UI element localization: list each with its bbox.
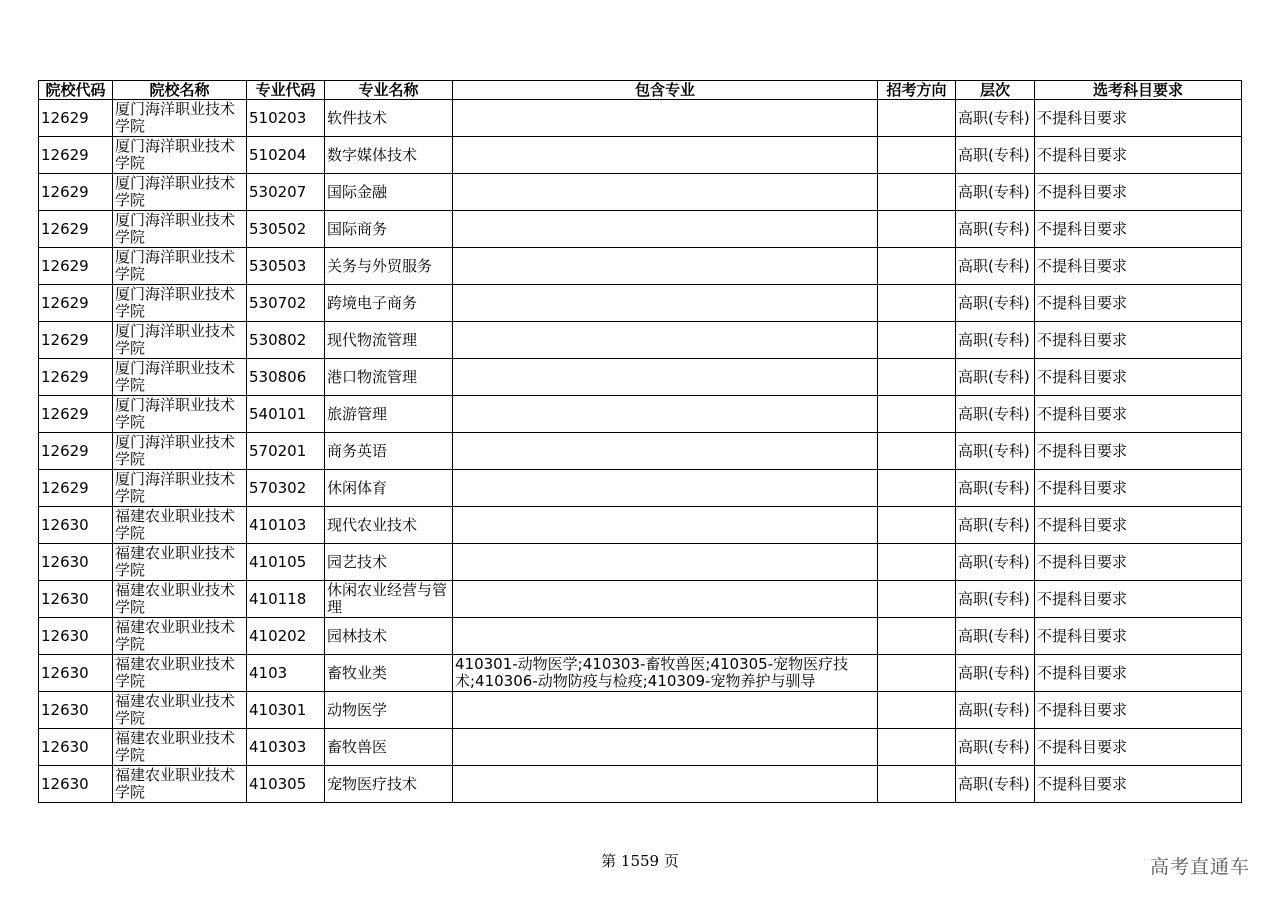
cell-level: 高职(专科) [956, 692, 1035, 729]
cell-subject-requirement: 不提科目要求 [1035, 100, 1242, 137]
header-school-code: 院校代码 [39, 81, 113, 100]
cell-major-code: 530503 [247, 248, 325, 285]
cell-school-name: 福建农业职业技术学院 [113, 618, 247, 655]
cell-school-code: 12629 [39, 137, 113, 174]
cell-subject-requirement: 不提科目要求 [1035, 544, 1242, 581]
cell-level: 高职(专科) [956, 470, 1035, 507]
cell-direction [878, 174, 956, 211]
cell-direction [878, 322, 956, 359]
cell-level: 高职(专科) [956, 507, 1035, 544]
cell-major-code: 530207 [247, 174, 325, 211]
table-row [39, 285, 1242, 322]
cell-school-code: 12629 [39, 433, 113, 470]
table-row [39, 211, 1242, 248]
header-level: 层次 [956, 81, 1035, 100]
cell-level: 高职(专科) [956, 322, 1035, 359]
cell-major-name: 软件技术 [325, 100, 453, 137]
cell-included-majors [453, 248, 878, 285]
cell-school-name: 福建农业职业技术学院 [113, 544, 247, 581]
cell-major-name: 跨境电子商务 [325, 285, 453, 322]
cell-included-majors [453, 174, 878, 211]
table-row [39, 618, 1242, 655]
cell-subject-requirement: 不提科目要求 [1035, 507, 1242, 544]
table-row [39, 322, 1242, 359]
cell-level: 高职(专科) [956, 618, 1035, 655]
cell-subject-requirement: 不提科目要求 [1035, 285, 1242, 322]
cell-major-code: 410305 [247, 766, 325, 803]
table-row [39, 507, 1242, 544]
header-major-name: 专业名称 [325, 81, 453, 100]
cell-level: 高职(专科) [956, 729, 1035, 766]
cell-school-code: 12629 [39, 285, 113, 322]
cell-school-code: 12630 [39, 581, 113, 618]
header-school-name: 院校名称 [113, 81, 247, 100]
cell-direction [878, 285, 956, 322]
cell-direction [878, 729, 956, 766]
cell-included-majors [453, 359, 878, 396]
table-row [39, 655, 1242, 692]
cell-subject-requirement: 不提科目要求 [1035, 692, 1242, 729]
cell-school-name: 厦门海洋职业技术学院 [113, 396, 247, 433]
header-row [39, 81, 1242, 100]
cell-major-name: 畜牧兽医 [325, 729, 453, 766]
cell-level: 高职(专科) [956, 174, 1035, 211]
cell-major-name: 现代物流管理 [325, 322, 453, 359]
table-row [39, 137, 1242, 174]
cell-school-name: 厦门海洋职业技术学院 [113, 359, 247, 396]
cell-subject-requirement: 不提科目要求 [1035, 470, 1242, 507]
cell-major-code: 410118 [247, 581, 325, 618]
table-row [39, 581, 1242, 618]
cell-subject-requirement: 不提科目要求 [1035, 618, 1242, 655]
cell-school-name: 福建农业职业技术学院 [113, 581, 247, 618]
cell-school-name: 厦门海洋职业技术学院 [113, 137, 247, 174]
cell-direction [878, 766, 956, 803]
cell-school-code: 12630 [39, 729, 113, 766]
cell-direction [878, 655, 956, 692]
cell-direction [878, 433, 956, 470]
cell-subject-requirement: 不提科目要求 [1035, 211, 1242, 248]
table-row [39, 766, 1242, 803]
cell-school-name: 厦门海洋职业技术学院 [113, 322, 247, 359]
cell-school-code: 12630 [39, 544, 113, 581]
table-row [39, 729, 1242, 766]
cell-direction [878, 211, 956, 248]
cell-major-code: 530502 [247, 211, 325, 248]
cell-direction [878, 359, 956, 396]
cell-subject-requirement: 不提科目要求 [1035, 766, 1242, 803]
cell-school-code: 12629 [39, 359, 113, 396]
cell-school-name: 厦门海洋职业技术学院 [113, 248, 247, 285]
cell-major-name: 商务英语 [325, 433, 453, 470]
cell-school-name: 福建农业职业技术学院 [113, 507, 247, 544]
cell-level: 高职(专科) [956, 396, 1035, 433]
cell-level: 高职(专科) [956, 655, 1035, 692]
cell-included-majors [453, 692, 878, 729]
cell-school-name: 厦门海洋职业技术学院 [113, 470, 247, 507]
cell-subject-requirement: 不提科目要求 [1035, 359, 1242, 396]
table-row [39, 470, 1242, 507]
cell-included-majors [453, 470, 878, 507]
cell-major-name: 宠物医疗技术 [325, 766, 453, 803]
cell-included-majors [453, 618, 878, 655]
cell-school-name: 厦门海洋职业技术学院 [113, 285, 247, 322]
cell-direction [878, 581, 956, 618]
cell-major-code: 570201 [247, 433, 325, 470]
cell-level: 高职(专科) [956, 766, 1035, 803]
cell-major-name: 港口物流管理 [325, 359, 453, 396]
table-row [39, 248, 1242, 285]
cell-school-code: 12630 [39, 507, 113, 544]
cell-direction [878, 470, 956, 507]
cell-included-majors [453, 285, 878, 322]
cell-subject-requirement: 不提科目要求 [1035, 655, 1242, 692]
cell-major-name: 休闲农业经营与管理 [325, 581, 453, 618]
cell-major-name: 园艺技术 [325, 544, 453, 581]
cell-school-name: 福建农业职业技术学院 [113, 655, 247, 692]
cell-major-code: 410303 [247, 729, 325, 766]
admissions-table [38, 80, 1242, 803]
cell-major-code: 410105 [247, 544, 325, 581]
cell-level: 高职(专科) [956, 285, 1035, 322]
cell-major-name: 现代农业技术 [325, 507, 453, 544]
cell-school-code: 12629 [39, 248, 113, 285]
cell-major-code: 510203 [247, 100, 325, 137]
cell-level: 高职(专科) [956, 248, 1035, 285]
table-body [39, 100, 1242, 803]
cell-major-name: 国际商务 [325, 211, 453, 248]
cell-major-code: 570302 [247, 470, 325, 507]
cell-school-code: 12630 [39, 655, 113, 692]
header-major-code: 专业代码 [247, 81, 325, 100]
table-row [39, 359, 1242, 396]
page-number: 第 1559 页 [601, 852, 679, 870]
cell-included-majors [453, 544, 878, 581]
cell-included-majors [453, 137, 878, 174]
cell-direction [878, 100, 956, 137]
cell-major-code: 530702 [247, 285, 325, 322]
cell-major-code: 510204 [247, 137, 325, 174]
cell-direction [878, 507, 956, 544]
cell-school-code: 12630 [39, 618, 113, 655]
cell-subject-requirement: 不提科目要求 [1035, 174, 1242, 211]
cell-school-name: 福建农业职业技术学院 [113, 729, 247, 766]
cell-subject-requirement: 不提科目要求 [1035, 729, 1242, 766]
cell-school-code: 12630 [39, 766, 113, 803]
cell-included-majors [453, 766, 878, 803]
cell-major-code: 4103 [247, 655, 325, 692]
cell-school-code: 12629 [39, 100, 113, 137]
cell-included-majors [453, 322, 878, 359]
cell-major-code: 410103 [247, 507, 325, 544]
cell-included-majors [453, 507, 878, 544]
cell-major-name: 旅游管理 [325, 396, 453, 433]
cell-school-name: 厦门海洋职业技术学院 [113, 433, 247, 470]
cell-school-code: 12629 [39, 396, 113, 433]
cell-subject-requirement: 不提科目要求 [1035, 396, 1242, 433]
cell-school-code: 12630 [39, 692, 113, 729]
cell-subject-requirement: 不提科目要求 [1035, 137, 1242, 174]
cell-direction [878, 137, 956, 174]
cell-level: 高职(专科) [956, 211, 1035, 248]
table-row [39, 692, 1242, 729]
table-row [39, 544, 1242, 581]
cell-school-code: 12629 [39, 322, 113, 359]
cell-school-code: 12629 [39, 174, 113, 211]
cell-level: 高职(专科) [956, 137, 1035, 174]
table-row [39, 433, 1242, 470]
cell-school-code: 12629 [39, 470, 113, 507]
cell-included-majors [453, 100, 878, 137]
cell-major-code: 530806 [247, 359, 325, 396]
cell-major-name: 关务与外贸服务 [325, 248, 453, 285]
cell-school-code: 12629 [39, 211, 113, 248]
cell-level: 高职(专科) [956, 359, 1035, 396]
cell-major-code: 540101 [247, 396, 325, 433]
cell-subject-requirement: 不提科目要求 [1035, 433, 1242, 470]
cell-included-majors: 410301-动物医学;410303-畜牧兽医;410305-宠物医疗技术;410306-动物防疫与检疫;410309-宠物养护与驯导 [453, 655, 878, 692]
cell-subject-requirement: 不提科目要求 [1035, 581, 1242, 618]
cell-included-majors [453, 729, 878, 766]
cell-major-code: 410301 [247, 692, 325, 729]
cell-level: 高职(专科) [956, 544, 1035, 581]
cell-major-name: 国际金融 [325, 174, 453, 211]
header-subject-requirement: 选考科目要求 [1035, 81, 1242, 100]
cell-major-name: 数字媒体技术 [325, 137, 453, 174]
cell-direction [878, 618, 956, 655]
table-row [39, 100, 1242, 137]
cell-school-name: 厦门海洋职业技术学院 [113, 100, 247, 137]
cell-included-majors [453, 396, 878, 433]
cell-direction [878, 396, 956, 433]
cell-level: 高职(专科) [956, 433, 1035, 470]
cell-included-majors [453, 581, 878, 618]
watermark: 高考直通车 [1149, 856, 1250, 878]
cell-major-name: 休闲体育 [325, 470, 453, 507]
cell-major-name: 畜牧业类 [325, 655, 453, 692]
cell-major-code: 410202 [247, 618, 325, 655]
cell-included-majors [453, 211, 878, 248]
table-row [39, 396, 1242, 433]
cell-direction [878, 692, 956, 729]
header-direction: 招考方向 [878, 81, 956, 100]
header-included-majors: 包含专业 [453, 81, 878, 100]
table-row [39, 174, 1242, 211]
cell-included-majors [453, 433, 878, 470]
cell-major-code: 530802 [247, 322, 325, 359]
cell-direction [878, 248, 956, 285]
cell-subject-requirement: 不提科目要求 [1035, 322, 1242, 359]
cell-school-name: 福建农业职业技术学院 [113, 692, 247, 729]
cell-direction [878, 544, 956, 581]
cell-level: 高职(专科) [956, 581, 1035, 618]
cell-major-name: 动物医学 [325, 692, 453, 729]
cell-school-name: 厦门海洋职业技术学院 [113, 174, 247, 211]
cell-school-name: 厦门海洋职业技术学院 [113, 211, 247, 248]
cell-major-name: 园林技术 [325, 618, 453, 655]
cell-level: 高职(专科) [956, 100, 1035, 137]
cell-subject-requirement: 不提科目要求 [1035, 248, 1242, 285]
cell-school-name: 福建农业职业技术学院 [113, 766, 247, 803]
